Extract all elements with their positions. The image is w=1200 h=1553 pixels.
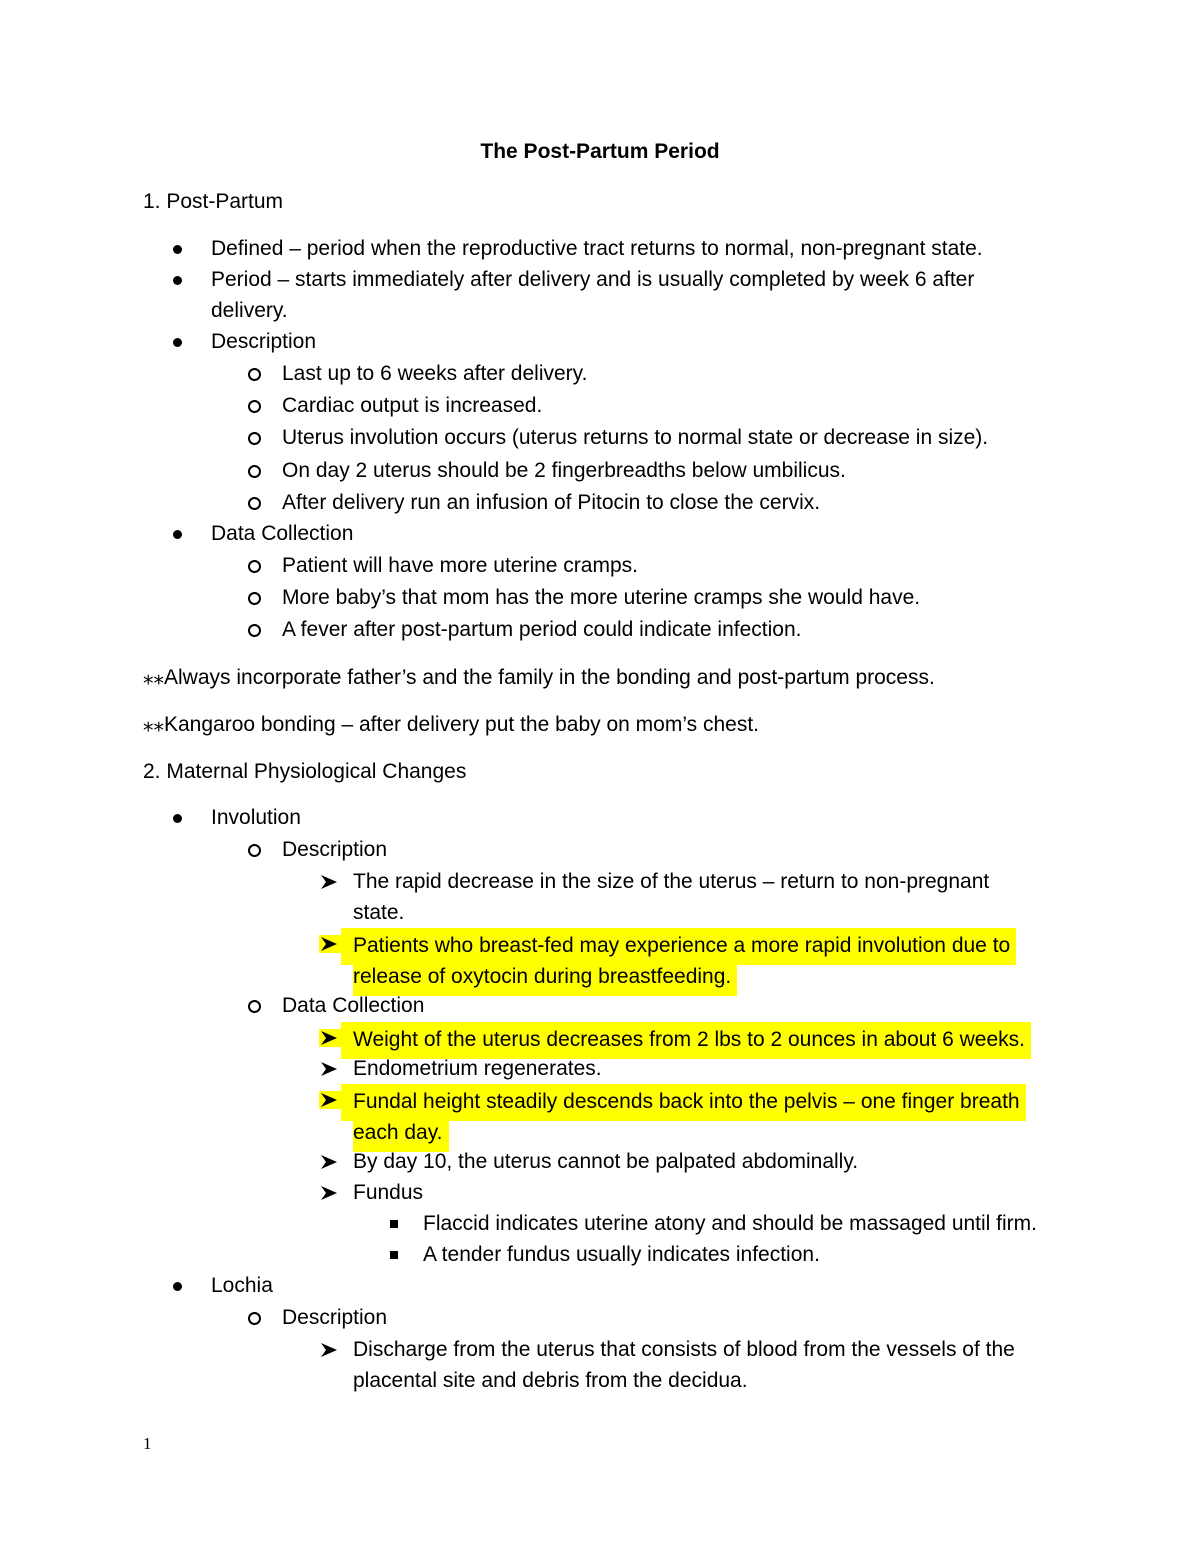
bullet-square-icon (390, 1220, 398, 1228)
bullet-disc-icon (173, 1282, 182, 1291)
list-item: Description (0, 326, 1200, 358)
note-line: ⁎⁎Always incorporate father’s and the family in the bonding and post-partum process. (143, 666, 935, 689)
bullet-square-icon (390, 1251, 398, 1259)
bullet-circle-icon (248, 432, 261, 445)
highlighted-arrow-item: Weight of the uterus decreases from 2 lbs to 2 ounces in about 6 weeks. (0, 1022, 1200, 1054)
arrow-bullet-icon (319, 1029, 341, 1047)
arrow-bullet-icon (319, 873, 341, 891)
list-item-continuation: delivery. (211, 299, 288, 322)
page-number: 1 (143, 1434, 152, 1453)
bullet-circle-icon (248, 560, 261, 573)
arrow-bullet-icon (319, 1060, 341, 1078)
arrow-bullet-icon (319, 1153, 341, 1171)
bullet-circle-icon (248, 465, 261, 478)
list-item: Period – starts immediately after delivery and is usually completed by week 6 after (0, 264, 1200, 296)
sub-list-item: Uterus involution occurs (uterus returns to normal state or decrease in size). (0, 422, 1200, 454)
page-title: The Post-Partum Period (480, 140, 720, 163)
arrow-item: Discharge from the uterus that consists of blood from the vessels of the (0, 1334, 1200, 1366)
arrow-item: Endometrium regenerates. (0, 1053, 1200, 1085)
arrow-bullet-icon (319, 1184, 341, 1202)
list-item: Lochia (0, 1270, 1200, 1302)
highlighted-arrow-item: Fundal height steadily descends back into the pelvis – one finger breath (0, 1084, 1200, 1116)
highlighted-arrow-item: Patients who breast-fed may experience a more rapid involution due to (0, 928, 1200, 960)
note-line: ⁎⁎Kangaroo bonding – after delivery put the baby on mom’s chest. (143, 713, 759, 736)
sub-list-item: Cardiac output is increased. (0, 390, 1200, 422)
bullet-circle-icon (248, 497, 261, 510)
arrow-item: The rapid decrease in the size of the uterus – return to non-pregnant (0, 866, 1200, 898)
sub-list-item: Description (0, 834, 1200, 866)
bullet-circle-icon (248, 592, 261, 605)
list-item: Involution (0, 802, 1200, 834)
list-item: Data Collection (0, 518, 1200, 550)
sub-list-item: On day 2 uterus should be 2 fingerbreadths below umbilicus. (0, 455, 1200, 487)
bullet-disc-icon (173, 245, 182, 254)
sub-list-item: Patient will have more uterine cramps. (0, 550, 1200, 582)
arrow-item-continuation: placental site and debris from the decidua. (353, 1369, 748, 1392)
bullet-circle-icon (248, 624, 261, 637)
square-item: A tender fundus usually indicates infection. (0, 1239, 1200, 1271)
sub-list-item: Description (0, 1302, 1200, 1334)
bullet-disc-icon (173, 530, 182, 539)
sub-list-item: Last up to 6 weeks after delivery. (0, 358, 1200, 390)
arrow-item-continuation: state. (353, 901, 405, 924)
square-item: Flaccid indicates uterine atony and should be massaged until firm. (0, 1208, 1200, 1240)
bullet-circle-icon (248, 844, 261, 857)
bullet-circle-icon (248, 400, 261, 413)
arrow-bullet-icon (319, 935, 341, 953)
highlighted-arrow-item-continuation: release of oxytocin during breastfeeding. (0, 959, 1200, 991)
arrow-item: Fundus (0, 1177, 1200, 1209)
sub-list-item: A fever after post-partum period could indicate infection. (0, 614, 1200, 646)
arrow-bullet-icon (319, 1341, 341, 1359)
bullet-circle-icon (248, 1000, 261, 1013)
section-heading: 1. Post-Partum (143, 190, 284, 213)
section-heading: 2. Maternal Physiological Changes (143, 760, 467, 783)
bullet-disc-icon (173, 276, 182, 285)
sub-list-item: After delivery run an infusion of Pitocin to close the cervix. (0, 487, 1200, 519)
arrow-bullet-icon (319, 1091, 341, 1109)
list-item: Defined – period when the reproductive tract returns to normal, non-pregnant state. (0, 233, 1200, 265)
bullet-circle-icon (248, 1312, 261, 1325)
bullet-disc-icon (173, 338, 182, 347)
arrow-item: By day 10, the uterus cannot be palpated abdominally. (0, 1146, 1200, 1178)
sub-list-item: More baby’s that mom has the more uterine cramps she would have. (0, 582, 1200, 614)
bullet-disc-icon (173, 814, 182, 823)
highlighted-arrow-item-continuation: each day. (0, 1115, 1200, 1147)
sub-list-item: Data Collection (0, 990, 1200, 1022)
bullet-circle-icon (248, 368, 261, 381)
